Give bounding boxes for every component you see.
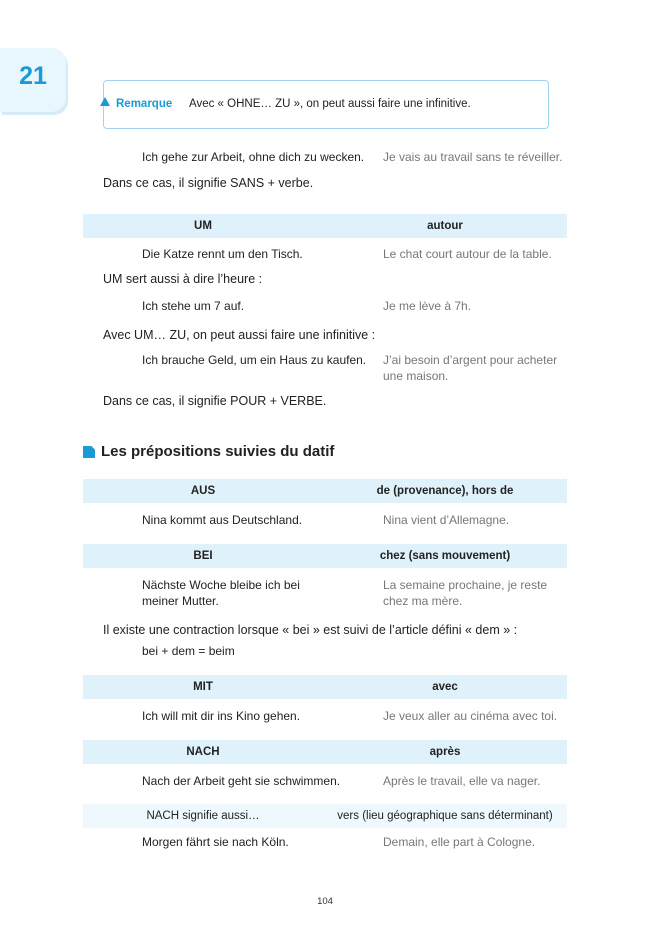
- explanation-text: Il existe une contraction lorsque « bei » est suivi de l’article défini « dem » :: [103, 623, 518, 637]
- example-german: Ich stehe um 7 auf.: [142, 299, 245, 313]
- example-french: Demain, elle part à Cologne.: [383, 835, 536, 849]
- example-french-line-2: chez ma mère.: [383, 594, 463, 608]
- remark-label: Remarque: [116, 98, 173, 110]
- preposition-word: NACH signifie aussi…: [146, 810, 260, 822]
- example-german: Morgen fährt sie nach Köln.: [142, 835, 289, 849]
- preposition-word: MIT: [193, 681, 213, 693]
- example-german: Ich brauche Geld, um ein Haus zu kaufen.: [142, 353, 367, 367]
- example-french-line-1: J’ai besoin d’argent pour acheter: [383, 353, 558, 367]
- preposition-header-mit: [83, 675, 567, 699]
- explanation-text: Dans ce cas, il signifie SANS + verbe.: [103, 176, 314, 190]
- explanation-text: Avec UM… ZU, on peut aussi faire une infinitive :: [103, 328, 376, 342]
- preposition-meaning: chez (sans mouvement): [379, 550, 511, 562]
- example-german-line-2: meiner Mutter.: [142, 594, 219, 608]
- preposition-header-bei: [83, 544, 567, 568]
- example-french: Je veux aller au cinéma avec toi.: [383, 709, 558, 723]
- preposition-word: NACH: [186, 746, 220, 758]
- preposition-meaning: de (provenance), hors de: [376, 485, 514, 497]
- example-french: Après le travail, elle va nager.: [383, 774, 541, 788]
- preposition-header-nach: [83, 740, 567, 764]
- example-french-line-1: La semaine prochaine, je reste: [383, 578, 548, 592]
- section-title: Les prépositions suivies du datif: [101, 443, 335, 460]
- example-german: Nina kommt aus Deutschland.: [142, 513, 303, 527]
- preposition-meaning: vers (lieu géographique sans déterminant): [337, 810, 553, 822]
- example-german: Die Katze rennt um den Tisch.: [142, 247, 303, 261]
- example-french-line-2: une maison.: [383, 369, 449, 383]
- preposition-header-um: [83, 214, 567, 238]
- preposition-word: BEI: [193, 550, 213, 562]
- example-german-line-1: Nächste Woche bleibe ich bei: [142, 578, 300, 592]
- example-german: Ich will mit dir ins Kino gehen.: [142, 709, 301, 723]
- preposition-subheader-nach: [83, 804, 567, 828]
- example-german: Ich gehe zur Arbeit, ohne dich zu wecken.: [142, 150, 365, 164]
- preposition-word: AUS: [190, 485, 216, 497]
- explanation-text: UM sert aussi à dire l’heure :: [103, 272, 263, 286]
- example-french: Je vais au travail sans te réveiller.: [383, 150, 563, 164]
- preposition-word: UM: [194, 220, 212, 232]
- section-marker-icon: [83, 446, 95, 458]
- remark-text: Avec « OHNE… ZU », on peut aussi faire une infinitive.: [189, 98, 471, 110]
- preposition-header-aus: [83, 479, 567, 503]
- preposition-meaning: avec: [432, 681, 458, 693]
- preposition-meaning: autour: [427, 220, 463, 232]
- contraction-text: bei + dem = beim: [142, 644, 235, 658]
- preposition-meaning: après: [429, 746, 461, 758]
- example-french: Je me lève à 7h.: [383, 299, 472, 313]
- explanation-text: Dans ce cas, il signifie POUR + VERBE.: [103, 394, 327, 408]
- chapter-number: 21: [19, 62, 47, 90]
- example-french: Nina vient d’Allemagne.: [383, 513, 510, 527]
- triangle-icon: [100, 97, 110, 106]
- example-german: Nach der Arbeit geht sie schwimmen.: [142, 774, 341, 788]
- page-number: 104: [317, 896, 333, 907]
- example-french: Le chat court autour de la table.: [383, 247, 552, 261]
